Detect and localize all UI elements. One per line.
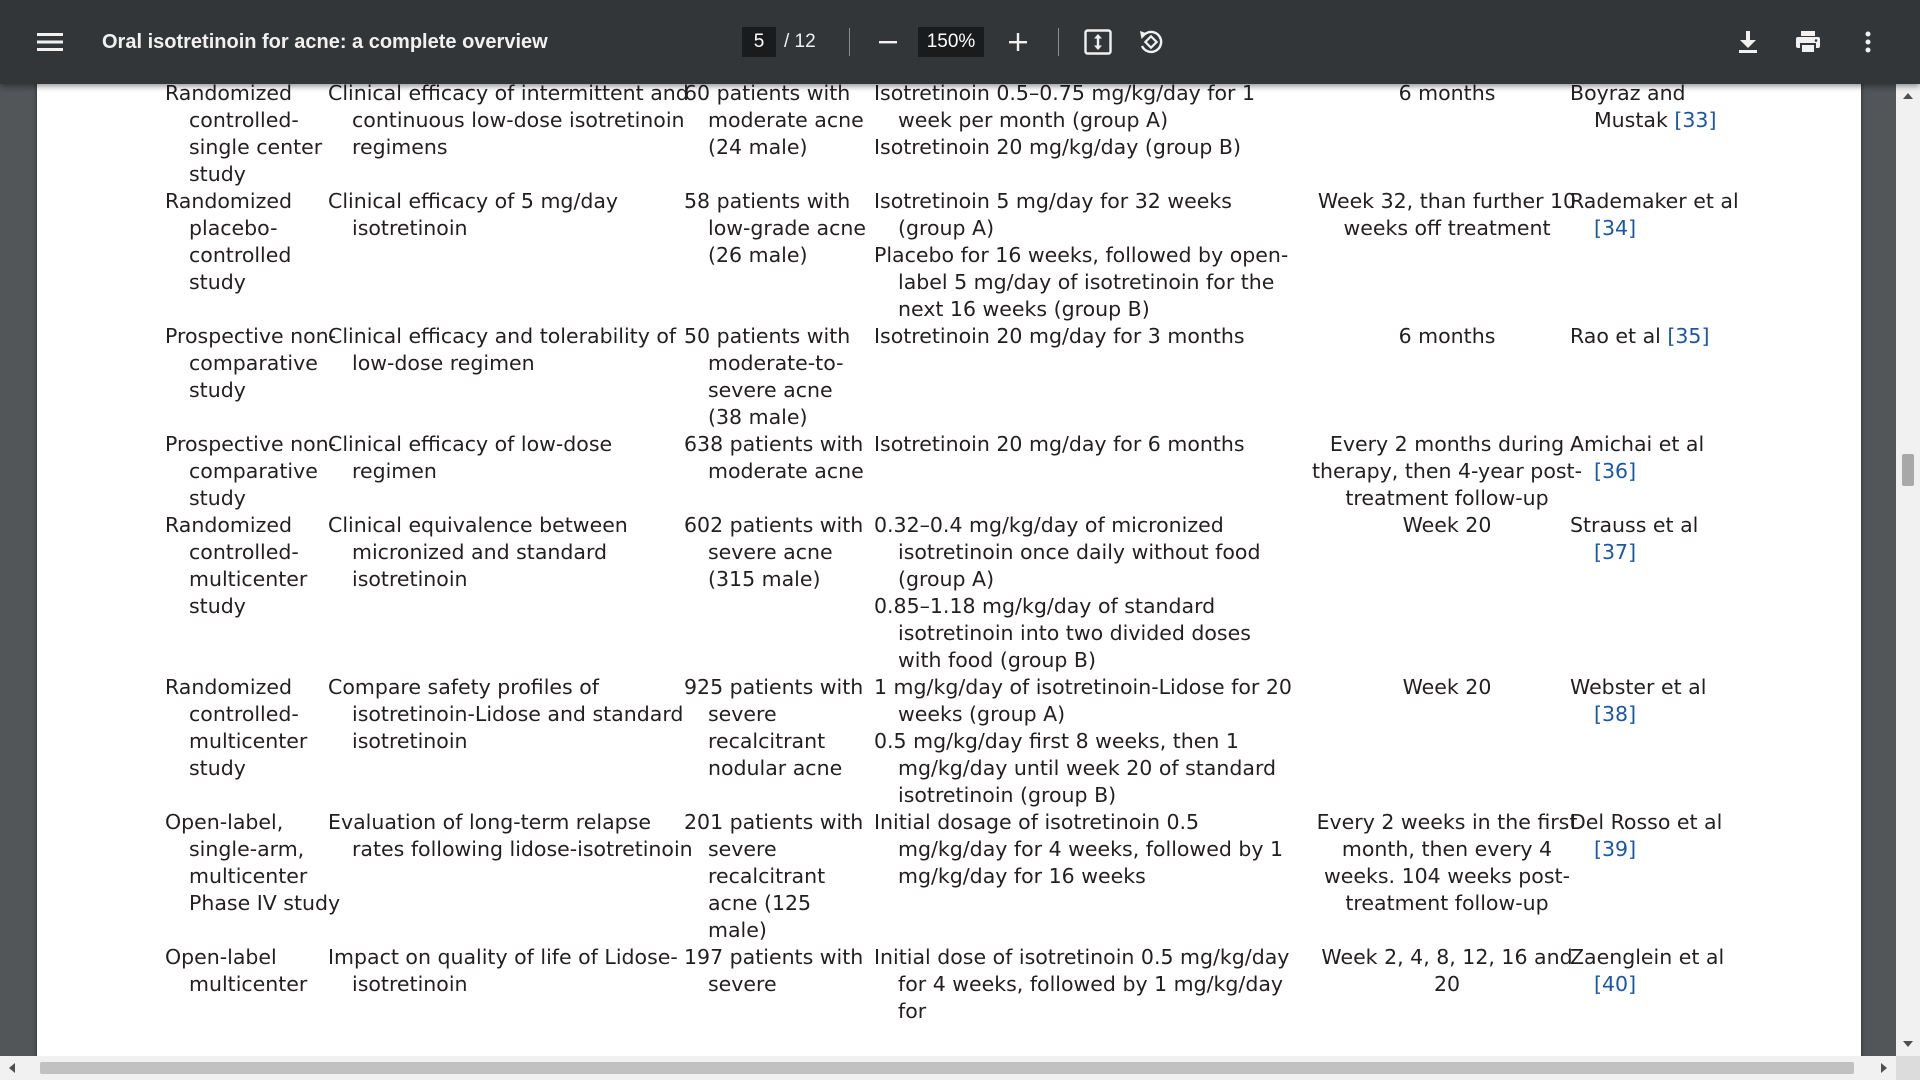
cell-author [1570,188,1749,323]
cell-author [1570,674,1749,809]
cell-patients: 197 patients with severe [684,945,864,996]
author-name: Rao et al [1570,324,1661,348]
table-row [189,809,1749,944]
pdf-toolbar [0,0,1920,84]
regimen-line: Initial dose of isotretinoin 0.5 mg/kg/day for 4 weeks, followed by 1 mg/kg/day for [874,945,1290,1023]
rotate-button[interactable] [1127,18,1175,66]
table-row [189,84,1749,188]
pdf-page [37,84,1861,1056]
regimen-line: Isotretinoin 20 mg/kg/day (group B) [874,135,1241,159]
cell-followup: Week 20 [1402,513,1492,537]
cell-author [1570,84,1749,188]
cell-followup: 6 months [1398,324,1496,348]
cell-objective: Evaluation of long-term relapse rates following lidose-isotretinoin [328,810,693,861]
table-row [189,431,1749,512]
cell-objective: Clinical efficacy of 5 mg/day isotretinoin [328,189,619,240]
cell-design: Prospective non-comparative study [165,324,337,402]
minus-icon [878,32,898,52]
regimen-line: Isotretinoin 20 mg/day for 3 months [874,324,1245,348]
document-viewer[interactable] [0,84,1896,1056]
horizontal-scrollbar[interactable] [0,1056,1896,1080]
fit-to-page-icon [1084,29,1112,55]
cell-followup: 6 months [1398,84,1496,105]
author-name: Rademaker et al [1570,189,1739,213]
regimen-line: 0.32–0.4 mg/kg/day of micronized isotretinoin once daily without food (group A) [874,513,1261,591]
cell-objective: Clinical equivalence between micronized and standard isotretinoin [328,513,628,591]
cell-objective: Compare safety profiles of isotretinoin-Lidose and standard isotretinoin [328,675,684,753]
cell-regimen [874,323,1308,431]
cell-author [1570,323,1749,431]
rotate-icon [1137,28,1165,56]
cell-regimen [874,188,1308,323]
study-table [165,84,1749,1025]
toolbar-divider [849,28,850,56]
document-title: Oral isotretinoin for acne: a complete overview [102,31,548,53]
scroll-down-icon[interactable] [1896,1032,1920,1056]
cell-followup: Every 2 months during therapy, then 4-year post-treatment follow-up [1312,432,1582,510]
cell-regimen [874,809,1308,944]
cell-design: Randomized controlled-multicenter study [165,513,308,618]
cell-patients: 50 patients with moderate-to-severe acne (38 male) [684,324,851,429]
cell-author [1570,809,1749,944]
scroll-right-icon[interactable] [1872,1056,1896,1080]
fit-to-page-button[interactable] [1074,18,1122,66]
cell-patients: 602 patients with severe acne (315 male) [684,513,864,591]
cell-design: Open-label, single-arm, multicenter Phase IV study [165,810,341,915]
toolbar-divider [1058,28,1059,56]
citation-link[interactable]: [38] [1594,702,1637,726]
zoom-level-input[interactable] [918,27,984,57]
table-row [189,188,1749,323]
regimen-line: Isotretinoin 5 mg/day for 32 weeks (group A) [874,189,1232,240]
zoom-out-button[interactable] [864,18,912,66]
author-name: Amichai et al [1570,432,1705,456]
horizontal-scroll-thumb[interactable] [40,1062,1854,1074]
regimen-line: Isotretinoin 0.5–0.75 mg/kg/day for 1 week per month (group A) [874,84,1256,132]
plus-icon [1008,32,1028,52]
cell-design: Randomized controlled-single center study [165,84,323,186]
download-button[interactable] [1724,18,1772,66]
author-name: Del Rosso et al [1570,810,1723,834]
regimen-line: 0.85–1.18 mg/kg/day of standard isotretinoin into two divided doses with food (group B) [874,594,1251,672]
cell-author [1570,431,1749,512]
regimen-line: Isotretinoin 20 mg/day for 6 months [874,432,1245,456]
cell-patients: 925 patients with severe recalcitrant nodular acne [684,675,864,780]
regimen-line: 0.5 mg/kg/day first 8 weeks, then 1 mg/kg/day until week 20 of standard isotretinoin (group B) [874,729,1277,807]
cell-regimen [874,512,1308,674]
download-icon [1737,30,1759,54]
cell-followup: Every 2 weeks in the first month, then every 4 weeks. 104 weeks post-treatment follow-up [1316,810,1578,915]
citation-link[interactable]: [33] [1674,108,1717,132]
cell-followup: Week 32, than further 10 weeks off treatment [1317,189,1577,240]
cell-design: Prospective non-comparative study [165,432,337,510]
table-row [189,944,1749,1025]
more-vert-icon [1865,31,1871,53]
regimen-line: Initial dosage of isotretinoin 0.5 mg/kg/day for 4 weeks, followed by 1 mg/kg/day for 16 weeks [874,810,1284,888]
cell-objective: Clinical efficacy of low-dose regimen [328,432,613,483]
regimen-line: 1 mg/kg/day of isotretinoin-Lidose for 20 weeks (group A) [874,675,1292,726]
author-name: Zaenglein et al [1570,945,1725,969]
cell-patients: 201 patients with severe recalcitrant acne (125 male) [684,810,864,942]
cell-author [1570,512,1749,674]
cell-patients: 60 patients with moderate acne (24 male) [684,84,864,159]
citation-link[interactable]: [40] [1594,972,1637,996]
more-options-button[interactable] [1844,18,1892,66]
vertical-scrollbar[interactable] [1896,84,1920,1056]
author-name: Webster et al [1570,675,1707,699]
cell-regimen [874,944,1308,1025]
zoom-in-button[interactable] [994,18,1042,66]
citation-link[interactable]: [35] [1667,324,1710,348]
page-total: / 12 [784,31,816,52]
cell-design: Open-label multicenter [165,945,308,996]
scroll-left-icon[interactable] [0,1056,24,1080]
print-button[interactable] [1784,18,1832,66]
table-row [189,512,1749,674]
cell-objective: Clinical efficacy and tolerability of low-dose regimen [328,324,677,375]
citation-link[interactable]: [39] [1594,837,1637,861]
vertical-scroll-thumb[interactable] [1902,454,1914,486]
author-name: Boyraz and Mustak [1570,84,1686,132]
scrollbar-corner [1896,1056,1920,1080]
cell-regimen [874,674,1308,809]
page-number-input[interactable] [742,27,776,57]
cell-design: Randomized controlled-multicenter study [165,675,308,780]
cell-objective: Clinical efficacy of intermittent and continuous low-dose isotretinoin regimens [328,84,689,159]
cell-followup: Week 20 [1402,675,1492,699]
cell-author [1570,944,1749,1025]
cell-regimen [874,431,1308,512]
regimen-line: Placebo for 16 weeks, followed by open-label 5 mg/day of isotretinoin for the next 16 weeks (group B) [874,243,1289,321]
menu-icon[interactable] [26,18,74,66]
cell-objective: Impact on quality of life of Lidose-isotretinoin [328,945,678,996]
author-name: Strauss et al [1570,513,1699,537]
table-row [189,323,1749,431]
citation-link[interactable]: [37] [1594,540,1637,564]
table-row [189,674,1749,809]
cell-regimen [874,84,1308,188]
cell-followup: Week 2, 4, 8, 12, 16 and 20 [1321,945,1573,996]
scroll-up-icon[interactable] [1896,84,1920,108]
print-icon [1795,30,1821,54]
citation-link[interactable]: [34] [1594,216,1637,240]
cell-design: Randomized placebo-controlled study [165,189,292,294]
cell-patients: 638 patients with moderate acne [684,432,864,483]
cell-patients: 58 patients with low-grade acne (26 male) [684,189,866,267]
citation-link[interactable]: [36] [1594,459,1637,483]
